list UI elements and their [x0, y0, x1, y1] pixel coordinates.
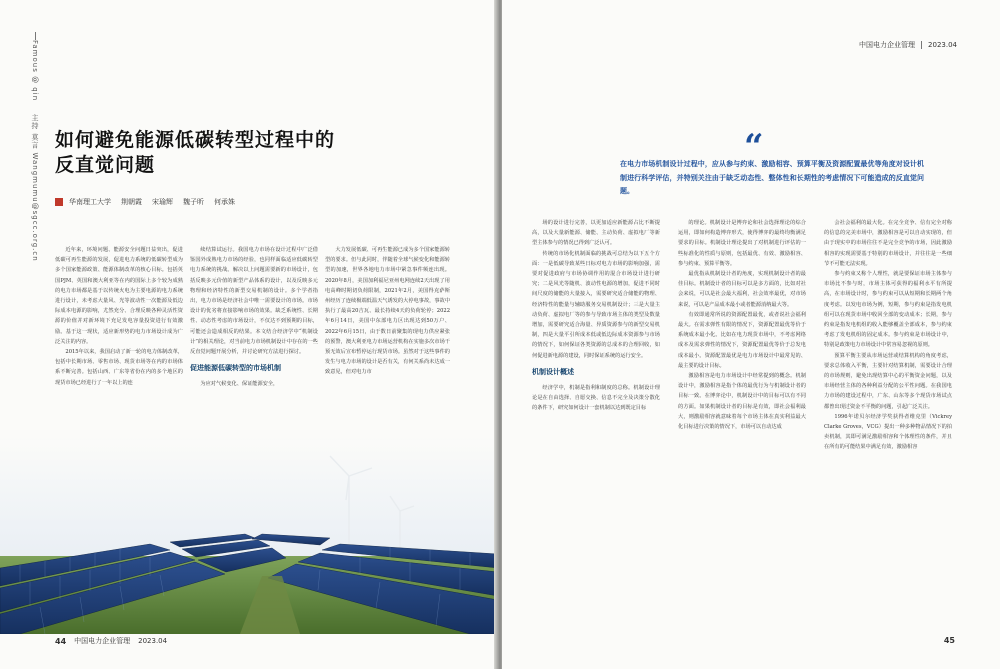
author-name: 荆朝霞 [121, 198, 142, 206]
author-line [55, 197, 239, 207]
section-heading: 机制设计概述 [532, 367, 574, 376]
side-label [30, 40, 40, 262]
side-label-en: Famous @ qin [31, 40, 39, 102]
header-separator [921, 41, 922, 49]
left-page [0, 0, 498, 669]
paragraph: 的理论。机制设计是博弈论和社会选择理论的综合运用，即如何构造博弈形式，使得博弈的最终均衡满足要求的目标。机制设计理论提出了对机制进行评估的一些标准化的性质与原则，包括最优、有效、激励相容、参与约束、预算平衡等。 [678, 220, 806, 267]
quote-icon: “ [744, 127, 764, 167]
right-page [502, 0, 1000, 669]
paragraph: 2015年以来，我国启动了新一轮的电力体制改革，包括中长期市场、零售市场、现货市场等在内的市场体系不断完善。包括山西、广东等省份在内的多个地区的现货市场已经进行了一年以上的连 [55, 349, 183, 386]
left-footer [55, 636, 167, 646]
side-label-cn: 主持 莫言 Wangmumu@sgcc.org.cn [31, 114, 39, 262]
right-column-2 [678, 218, 806, 632]
author-name: 宋瑜辉 [152, 198, 173, 206]
issue-number: 2023.04 [928, 41, 957, 49]
affiliation-marker-icon [55, 198, 63, 206]
paragraph: 会社会福利的最大化。在完全竞争、信有完全对称的信息的完美市场中，激励相容是可以自动实现的，但由于现实中的市场往往不是完全竞争的市场，因此激励相容的实现需要基于特别的市场设计，并往往是一些细节不可能无法实现。 [824, 220, 952, 267]
page-number: 45 [943, 636, 955, 645]
paragraph: 最优指从机制设计者的角度，实现机制设计者的最佳目标。机制设计者的目标可以是多方面的，比如对社会来说，可以是社会最大福利，社会效率最优，对市场来说，可以是产品成本最小或者能源消纳最大等。 [678, 271, 806, 308]
paragraph: 为应对气候变化、保证能源安全， [200, 381, 279, 388]
solar-farm-illustration [0, 436, 498, 634]
affiliation: 华南理工大学 [69, 198, 111, 206]
left-column-1 [55, 245, 183, 431]
paragraph: 续结算试运行。我国电力市场在设计过程中广泛借鉴国外成熟电力市场的经验，也同样面临适应低碳转型电力系统的挑战。解决以上问题需要新的市场设计，包括反映多元价值的新型产品体系的设计，以及反映多元物理和经济特性的新型交易机制的设计。多个学者指出，电力市场是经济社会中唯一需要设计的市场。市场设计的优劣将直接影响市场的效果。缺乏系统性、长期性、动态性考虑的市场设计，不仅达不到预期的目标，可能还会造成相反的结果。本文结合经济学中“机制设计”的相关理论，对当前电力市场机制设计中存在的一些反直觉问题开展分析，并讨论研究方法进行探讨。 [190, 247, 318, 356]
paragraph: 大力发展低碳、可再生能源已成为多个国家能源转型的要求。但与此同时，伴随着全球气候变化和能源转型的加速，世界各地电力市场中紧急事件频连出现。2020年8月，美国加利福尼亚州电网连续2天出现了用电高峰时期切负荷限制，2021年2月，美国得克萨斯州经历了连续极端低温天气诱发的大停电事故，事故中执行了最高20吉瓦、最长持续4天的负荷轮停；2022年6月14日，美国中东部电力区出现达到50万户、2022年6月15日，由于数日前聚集的现电力供应紧张的预警，澳大利亚电力市场运营机构在实施多次市场干预无效后宣布暂停运行现货市场。虽然对于这些事件的发生与电力市场的设计是否有关，有何关系尚未达成一致意见，但对电力市 [325, 247, 450, 376]
paragraph: 传统的市场化机制面临的挑战可总结为以下五个方面：一是低碳导致某些日标对电力市场的影响加强，需要对促进政府与市场协调作用的混合市场设计进行研究；二是风光等随机、波动性电源的增加，促进不同时间尺度的储能的大量接入，需要研究适合储能的物理、经济特性的能量与辅助服务交易机制设计；三是大量主动负荷、虚拟电厂等的参与导致市场主体的类型及数量增加，需要研究适合海量、异质资源参与的新型交易机制，四是大量平引所成本低或低边际成本资源参与市场的情况下，如何保证各类资源的总成本的合理回收，如何促进新电源的建设，同时保证系统的运行安全。 [532, 250, 660, 359]
title-line-2: 反直觉问题 [55, 154, 156, 176]
solar-farm-photo [0, 436, 498, 634]
right-column-1 [532, 218, 660, 632]
right-header [859, 40, 957, 50]
paragraph: 1996年诺贝尔经济学奖获得者维克里（Vickrey Clarke Groves，VCG）提出一种多种物品情况下的拍卖机制，其即可满足激励相容和个体理性的条件，并且在所有的可能结果中满足有效，激励相容 [824, 413, 952, 451]
paragraph: 有效即通常所说的资源配置最优，或者说社会福利最大。在需求弹性有限的情况下，资源配置最优等价于系统成本最小化。比如在电力现货市场中，不考虑网络成本及需求弹性的情况下，资源配置最优等价于总发电成本最小。资源配置最优是电力市场设计中最常见的、最主要的设计目标。 [678, 311, 806, 369]
paragraph: 经济学中，机制是指利和制度的总称。机制设计理论是在自由选择、自愿交换、信息不完全及决策分散化的条件下，研究如何设计一套机制以达到既定目标 [532, 385, 660, 412]
paragraph: 激励相容是电力市场设计中经常提到的概念。机制设计中，激励相容是指个体的最优行为与机制设计者的目标一致。在博弈论中，机制设计中的目标可以有不同的方面。如果机制设计者的目标是有效，即社会福利最大，则激励相容就意味着每个市场主体在真实利益最大化目标进行决策的情况下，市场可以自动达成 [678, 373, 806, 431]
journal-name: 中国电力企业管理 [74, 637, 131, 645]
side-rule [35, 32, 36, 40]
author-name: 魏子昕 [183, 198, 204, 206]
section-heading: 促进能源低碳转型的市场机制 [190, 364, 281, 373]
left-column-2 [190, 245, 318, 431]
article-title [55, 128, 385, 178]
left-column-3 [325, 245, 450, 431]
paragraph: 参与约束又称个人理性，就是要保证市场主体参与市场比不参与时，市场主体可获得的福利水平有所提高，在市场设计时，参与约束可以从短期和长期两个角度考虑。以发电市场为例，短期，参与约束是指发电机组可以在现货市场中收回全部的变动成本；长期，参与约束是指发电机组的收入能够覆盖全部成本，参与约束考虑了发电机组的固定成本。参与约束是市场设计中，特别是政策电力市场设计中常容易忽视的原则。 [824, 271, 952, 349]
paragraph: 预算平衡主要从市场运营或结算机构的角度考虑，要求总体收入平衡，主要针对结算机制，需要设计合理的市场规则，避免出现结算中心的平衡资金问题，以及市场经营主体的各种利益分配的公平性问题。在我国电力市场的建设过程中，广东、山东等多个现货市场试点都曾出现过资金不平衡的问题，引起广泛关注。 [824, 352, 952, 410]
right-column-3 [824, 218, 952, 632]
title-line-1: 如何避免能源低碳转型过程中的 [55, 129, 336, 151]
journal-name: 中国电力企业管理 [859, 41, 916, 49]
author-name: 何承姝 [214, 198, 235, 206]
paragraph: 近年来，环境问题、能源安全问题日益突出，促进低碳可再生能源的发展，促进电力系统的低碳转型成为多个国家能源政策、能源体制改革的核心目标。包括英国PJM、英国和澳大利亚等在内的国际上多个较为成熟的电力市场都是基于以传统火电为主要电源的电力系统进行设计，未考虑大量风、光等波动性一次能源及低边际成本电源的影响，尤然充分、合理反映各种灵活性资源的价值并对新环境下充足发电容量投资进行有效激励。基于这一现状，适应新形势的电力市场设计成为广泛关注的内容。 [55, 247, 183, 345]
paragraph: 场的设计进行完善，以更加适应新能源占比不断提高，以及大量新能源、储能、主动负荷、虚拟电厂等新型主体参与的情况已得到广泛认可。 [532, 220, 660, 247]
issue-number: 2023.04 [138, 637, 168, 645]
pull-quote: 在电力市场机制设计过程中，应从参与约束、激励相容、预算平衡及资源配置最优等角度对设计机制进行科学评估，并特别关注由于缺乏动态性、整体性和长期性的考虑情况下可能造成的反直觉问题。 [620, 160, 924, 195]
page-number: 44 [55, 636, 67, 646]
